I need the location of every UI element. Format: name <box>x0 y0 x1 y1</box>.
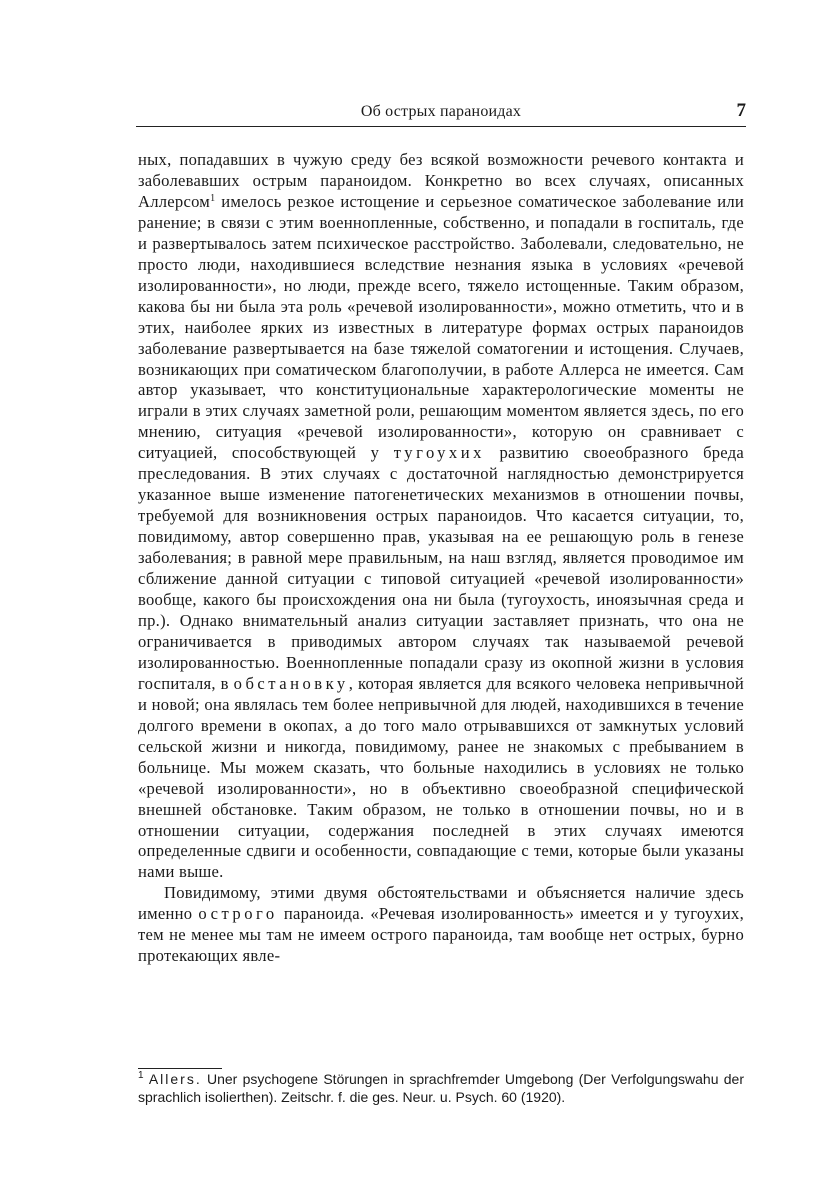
p1-text-b: имелось резкое истощение и серьезное соматическое заболевание или ранение; в связи с этим военнопленные, собственно, и попадали в госпиталь, где и развертывалось затем психическое расстройство. Заболевали, следовательно, не просто люди, находившиеся вследствие незнания языка в условиях «речевой изолированности», но люди, прежде всего, тяжело истощенные. Таким образом, какова бы ни была эта роль «речевой изолированности», можно отметить, что и в этих, наиболее ярких из известных в литературе формах острых параноидов заболевание развертывается на базе тяжелой соматогении и истощения. Случаев, возникающих при соматическом благополучии, в работе Аллерса не имеется. Сам автор указывает, что конституциональные характерологические моменты не играли в этих случаях заметной роли, решающим моментом является здесь, по его мнению, ситуация «речевой изолированности», которую он сравнивает с ситуацией, способствующей у <box>138 191 744 463</box>
p2-text-a: Повидимому, этими двумя обстоятельствами и объясняется наличие здесь именно <box>138 883 744 924</box>
body-text <box>138 150 744 967</box>
p1-text-c: развитию своеобразного бреда преследования. В этих случаях с достаточной наглядностью демонстрируется указанное выше изменение патогенетических механизмов в отношении почвы, требуемой для возникновения острых параноидов. Что касается ситуации, то, повидимому, автор совершенно прав, указывая на ее решающую роль в генезе заболевания; в равной мере правильным, на наш взгляд, является проводимое им сближение данной ситуации с типовой ситуацией «речевой изолированности» вообще, какого бы происхождения она ни была (тугоухость, иноязычная среда и пр.). Однако внимательный анализ ситуации заставляет признать, что она не ограничивается в приводимых автором случаях так называемой речевой изолированностью. Военнопленные попадали сразу из окопной жизни в условия госпиталя, в <box>138 443 745 693</box>
footnote-rule <box>138 1068 222 1069</box>
footnote-text: Uner psychogene Störungen in sprachfremder Umgebong (Der Verfolgungswahu der sprachlich isolierthen). Zeitschr. f. die ges. Neur. u. Psych. 60 (1920). <box>138 1071 744 1105</box>
header-rule <box>136 126 746 127</box>
page-number: 7 <box>736 100 746 121</box>
spaced-emphasis-3: острого <box>198 904 278 924</box>
footnote-reference: 1 <box>210 192 216 204</box>
p2-text-b: параноида. «Речевая изолированность» имеется и у тугоухих, тем не менее мы там не имеем острого параноида, там вообще нет острых, бурно протекающих явле- <box>138 904 745 966</box>
p1-text-d: , которая является для всякого человека непривычной и новой; она являлась тем более непривычной для людей, находившихся в течение долгого времени в окопах, а до того мало отрывавшихся от замкнутых условий сельской жизни и никогда, повидимому, ранее не знакомых с пребыванием в больнице. Мы можем сказать, что больные находились в условиях не только «речевой изолированности», но в объективно своеобразной специфической внешней обстановке. Таким образом, не только в отношении почвы, но и в отношении ситуации, содержания последней в этих случаях имеются определенные сдвиги и особенности, совпадающие с теми, которые были указаны нами выше. <box>138 673 744 882</box>
p1-text-a: ных, попадавших в чужую среду без всякой возможности речевого контакта и заболевавших острым параноидом. Конкретно во всех случаях, описанных Аллерсом <box>138 150 744 211</box>
footnote-mark: 1 <box>138 1070 144 1081</box>
footnote <box>138 1070 744 1106</box>
paragraph-1 <box>138 150 744 883</box>
running-title: Об острых параноидах <box>360 103 522 120</box>
running-header <box>136 100 746 124</box>
paragraph-2 <box>138 883 744 967</box>
footnote-author: Allers. <box>148 1071 202 1087</box>
spaced-emphasis-1: тугоухих <box>393 443 485 463</box>
spaced-emphasis-2: обстановку <box>233 673 349 693</box>
